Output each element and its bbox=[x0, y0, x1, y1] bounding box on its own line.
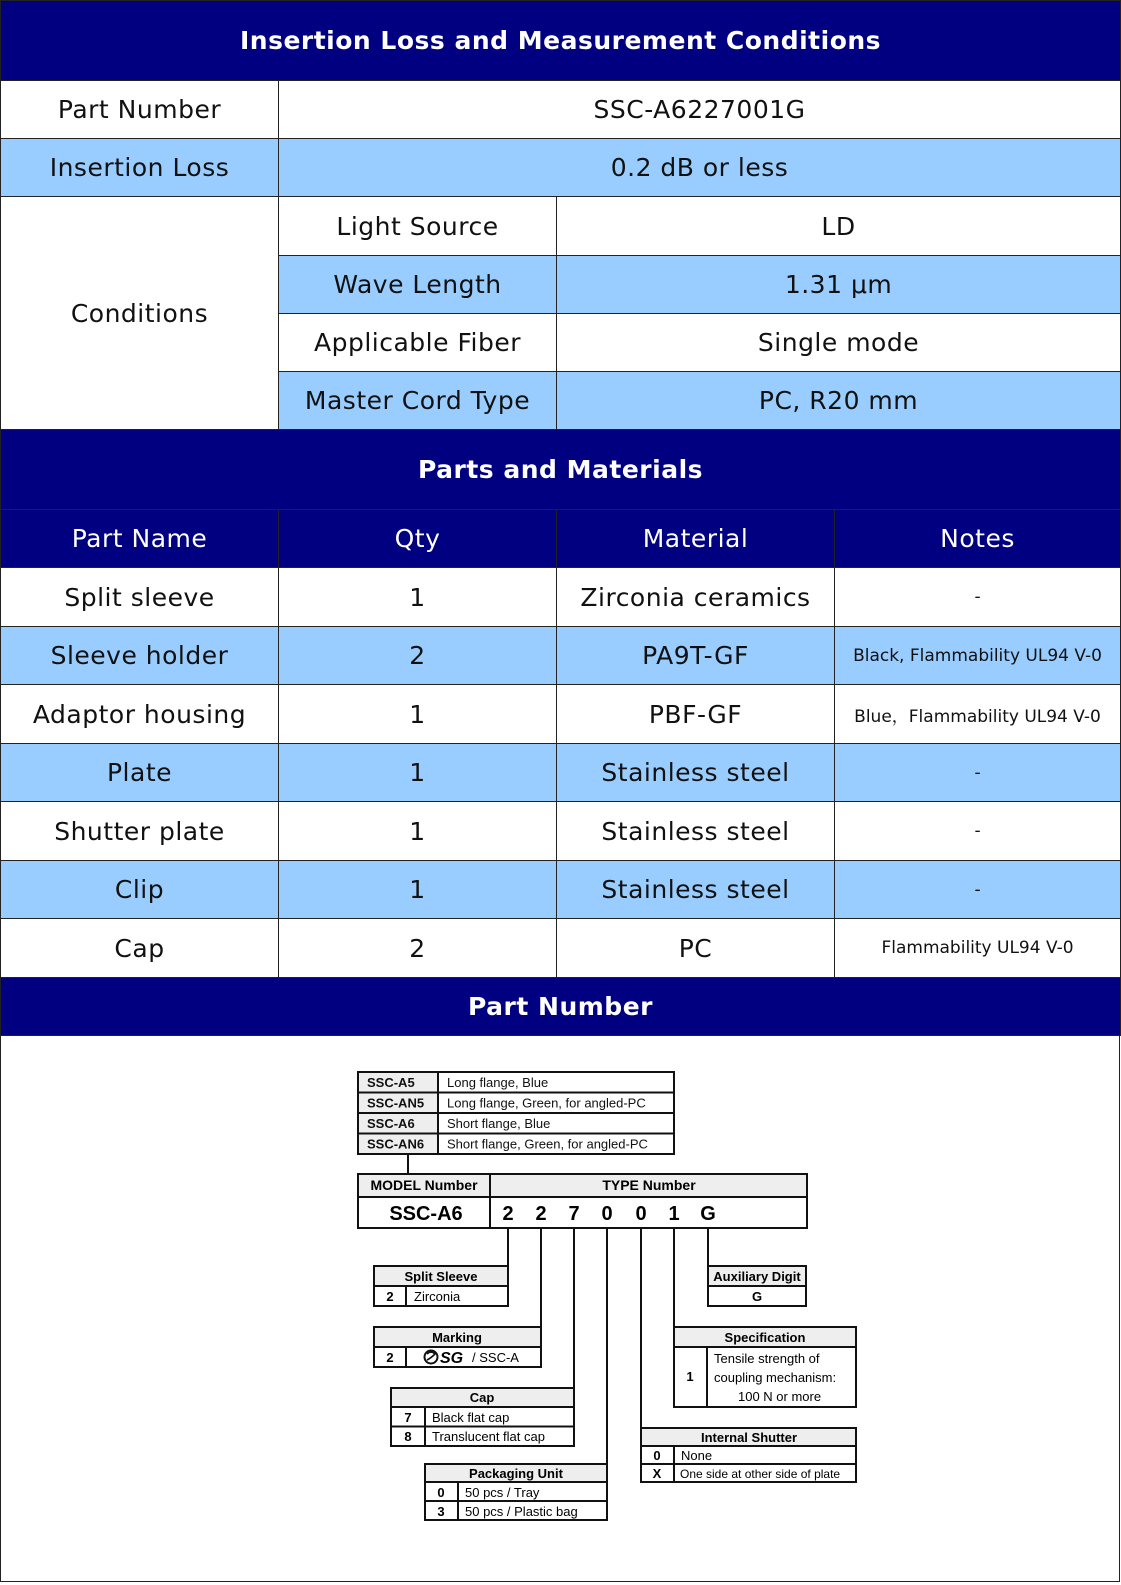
cap-title: Cap bbox=[469, 1390, 495, 1405]
part-number-value: SSC-A6227001G bbox=[279, 81, 1121, 139]
part-material: Stainless steel bbox=[557, 861, 835, 919]
model-code: SSC-A6 bbox=[367, 1116, 415, 1131]
part-qty: 2 bbox=[279, 919, 557, 978]
split-sleeve-code: 2 bbox=[386, 1289, 394, 1304]
conditions-label: Conditions bbox=[1, 197, 279, 430]
part-notes: Blue，Flammability UL94 V-0 bbox=[835, 685, 1121, 744]
part-number-section-title: Part Number bbox=[1, 978, 1121, 1036]
part-material: Stainless steel bbox=[557, 744, 835, 802]
condition-value: Single mode bbox=[557, 314, 1121, 372]
marking-desc: / SSC-A bbox=[472, 1350, 519, 1365]
insertion-loss-row bbox=[1, 139, 1121, 197]
condition-value: 1.31 μm bbox=[557, 256, 1121, 314]
parts-row bbox=[1, 861, 1121, 919]
part-qty: 1 bbox=[279, 861, 557, 919]
insertion-loss-label: Insertion Loss bbox=[1, 139, 279, 197]
part-name: Clip bbox=[1, 861, 279, 919]
part-qty: 1 bbox=[279, 744, 557, 802]
type-number-header: TYPE Number bbox=[602, 1177, 696, 1193]
part-material: Stainless steel bbox=[557, 802, 835, 861]
part-name: Plate bbox=[1, 744, 279, 802]
part-name: Shutter plate bbox=[1, 802, 279, 861]
specification-line: 100 N or more bbox=[738, 1389, 822, 1404]
col-header-qty: Qty bbox=[279, 510, 557, 568]
parts-row bbox=[1, 802, 1121, 861]
part-material: Zirconia ceramics bbox=[557, 568, 835, 627]
packaging-title: Packaging Unit bbox=[469, 1466, 563, 1481]
type-digit: 0 bbox=[635, 1203, 647, 1225]
insertion-section-header bbox=[1, 1, 1121, 81]
type-digit: 2 bbox=[502, 1203, 514, 1225]
model-desc: Short flange, Blue bbox=[447, 1116, 551, 1131]
shutter-code: 0 bbox=[653, 1448, 661, 1463]
specification-line: Tensile strength of bbox=[714, 1351, 820, 1366]
part-name: Cap bbox=[1, 919, 279, 978]
parts-section-header bbox=[1, 430, 1121, 510]
specification-line: coupling mechanism: bbox=[714, 1370, 837, 1385]
insertion-loss-value: 0.2 dB or less bbox=[279, 139, 1121, 197]
packaging-desc: 50 pcs / Tray bbox=[465, 1485, 540, 1500]
condition-label: Wave Length bbox=[279, 256, 557, 314]
part-notes: Black, Flammability UL94 V-0 bbox=[835, 627, 1121, 685]
cap-code: 8 bbox=[404, 1429, 412, 1444]
col-header-notes: Notes bbox=[835, 510, 1121, 568]
part-name: Split sleeve bbox=[1, 568, 279, 627]
part-qty: 2 bbox=[279, 627, 557, 685]
marking-code: 2 bbox=[386, 1350, 394, 1365]
condition-label: Master Cord Type bbox=[279, 372, 557, 430]
type-digit: 7 bbox=[568, 1203, 580, 1225]
model-number-value: SSC-A6 bbox=[389, 1203, 463, 1225]
col-header-part-name: Part Name bbox=[1, 510, 279, 568]
packaging-desc: 50 pcs / Plastic bag bbox=[465, 1504, 578, 1519]
model-desc: Short flange, Green, for angled-PC bbox=[447, 1136, 648, 1152]
col-header-material: Material bbox=[557, 510, 835, 568]
part-notes: - bbox=[835, 861, 1121, 919]
parts-row bbox=[1, 685, 1121, 744]
part-number-diagram-area bbox=[0, 1036, 1120, 1582]
part-qty: 1 bbox=[279, 685, 557, 744]
model-code: SSC-AN6 bbox=[367, 1136, 425, 1152]
split-sleeve-title: Split Sleeve bbox=[404, 1269, 478, 1284]
part-notes: - bbox=[835, 568, 1121, 627]
model-desc: Long flange, Green, for angled-PC bbox=[447, 1095, 646, 1111]
model-desc: Long flange, Blue bbox=[447, 1075, 549, 1090]
part-notes: - bbox=[835, 802, 1121, 861]
condition-row bbox=[1, 197, 1121, 256]
part-number-label: Part Number bbox=[1, 81, 279, 139]
model-code: SSC-AN5 bbox=[367, 1095, 425, 1111]
type-digit: 2 bbox=[535, 1203, 547, 1225]
sg-logo-icon bbox=[425, 1350, 464, 1367]
specification-code: 1 bbox=[686, 1369, 694, 1384]
model-code: SSC-A5 bbox=[367, 1075, 415, 1090]
packaging-code: 0 bbox=[437, 1485, 445, 1500]
model-number-header: MODEL Number bbox=[370, 1177, 478, 1193]
part-qty: 1 bbox=[279, 568, 557, 627]
shutter-code: X bbox=[652, 1466, 662, 1481]
part-name: Sleeve holder bbox=[1, 627, 279, 685]
part-material: PC bbox=[557, 919, 835, 978]
shutter-title: Internal Shutter bbox=[700, 1430, 798, 1445]
condition-label: Applicable Fiber bbox=[279, 314, 557, 372]
shutter-desc: None bbox=[681, 1448, 713, 1463]
parts-row bbox=[1, 919, 1121, 978]
parts-title: Parts and Materials bbox=[1, 430, 1121, 510]
part-material: PBF-GF bbox=[557, 685, 835, 744]
type-digit: G bbox=[700, 1203, 716, 1225]
insertion-title: Insertion Loss and Measurement Conditions bbox=[1, 1, 1121, 81]
part-notes: - bbox=[835, 744, 1121, 802]
part-number-diagram bbox=[1, 1036, 1119, 1581]
parts-row bbox=[1, 568, 1121, 627]
condition-label: Light Source bbox=[279, 197, 557, 256]
part-material: PA9T-GF bbox=[557, 627, 835, 685]
part-number-section-header bbox=[1, 978, 1121, 1036]
part-number-row bbox=[1, 81, 1121, 139]
specification-title: Specification bbox=[724, 1330, 806, 1345]
part-name: Adaptor housing bbox=[1, 685, 279, 744]
cap-desc: Translucent flat cap bbox=[432, 1429, 545, 1444]
parts-header-row bbox=[1, 510, 1121, 568]
auxiliary-value: G bbox=[751, 1289, 763, 1304]
parts-row bbox=[1, 627, 1121, 685]
cap-desc: Black flat cap bbox=[432, 1410, 510, 1425]
part-qty: 1 bbox=[279, 802, 557, 861]
packaging-code: 3 bbox=[437, 1504, 445, 1519]
split-sleeve-desc: Zirconia bbox=[414, 1289, 461, 1304]
condition-value: PC, R20 mm bbox=[557, 372, 1121, 430]
marking-title: Marking bbox=[432, 1330, 482, 1345]
parts-row bbox=[1, 744, 1121, 802]
shutter-desc: One side at other side of plate bbox=[680, 1467, 841, 1481]
auxiliary-title: Auxiliary Digit bbox=[713, 1269, 801, 1284]
type-digit: 1 bbox=[668, 1203, 680, 1225]
condition-value: LD bbox=[557, 197, 1121, 256]
part-notes: Flammability UL94 V-0 bbox=[835, 919, 1121, 978]
type-digit: 0 bbox=[601, 1203, 613, 1225]
cap-code: 7 bbox=[404, 1410, 412, 1425]
marking-logo-text: SG bbox=[440, 1350, 464, 1367]
